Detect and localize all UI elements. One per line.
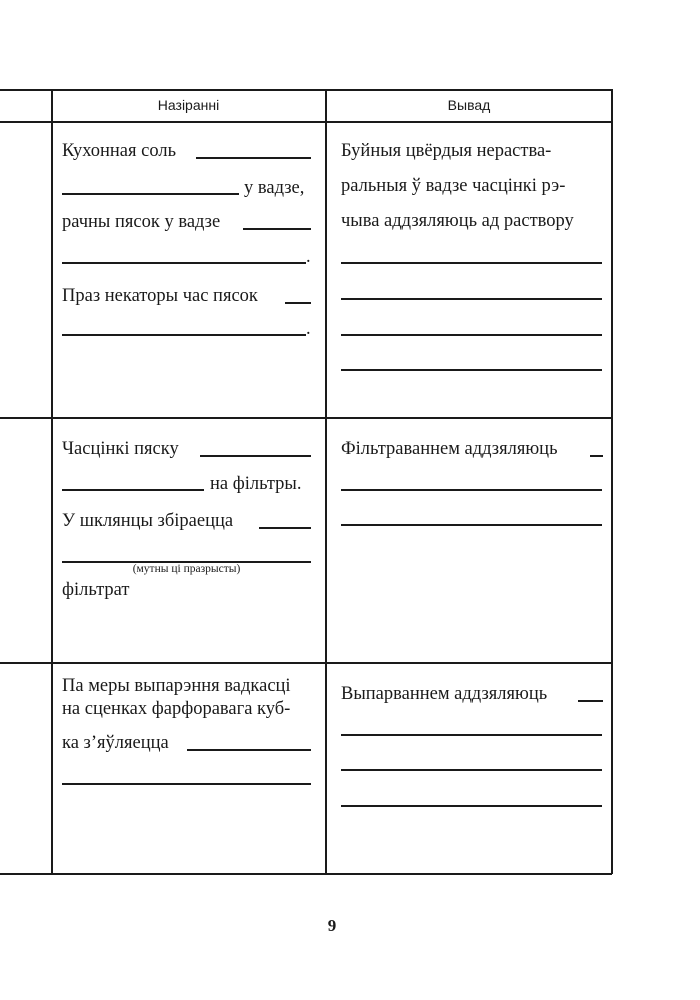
page-number: 9 (327, 916, 337, 935)
row2-hint: (мутны ці празрысты) (132, 563, 241, 575)
row1-concl-blank4[interactable] (341, 369, 602, 371)
row1-blank2[interactable] (62, 193, 239, 195)
row1-blank3[interactable] (243, 228, 311, 230)
row1-concl-blank1[interactable] (341, 262, 602, 264)
row3-concl-blank1[interactable] (341, 734, 602, 736)
row3-obs-line3 (62, 726, 169, 761)
row1-obs-text4: . (306, 247, 311, 267)
row1-obs-line3 (62, 205, 220, 240)
header-conclusion: Вывад (447, 97, 491, 113)
row2-obs-line3 (62, 504, 233, 539)
row2-blank2[interactable] (62, 489, 204, 491)
header-observations: Назіранні (157, 97, 220, 113)
row1-bottom-border (0, 417, 612, 419)
row2-concl-text1: Фільтраваннем аддзяляюць (341, 439, 558, 459)
row3-concl-blank2[interactable] (341, 769, 602, 771)
row3-concl-blank0[interactable] (578, 700, 603, 702)
row2-blank1[interactable] (200, 455, 311, 457)
row2-concl-blank0[interactable] (590, 455, 603, 457)
row3-concl-text1: Выпарваннем аддзяляюць (341, 684, 548, 704)
column-divider-2 (325, 89, 327, 874)
table-bottom-border (0, 873, 612, 875)
row1-obs-text6: . (306, 319, 311, 339)
row2-obs-text2: на фільтры. (210, 474, 302, 494)
row1-concl-line1 (341, 134, 551, 169)
row1-obs-line5 (62, 279, 258, 314)
row2-bottom-border (0, 662, 612, 664)
row1-concl-blank3[interactable] (341, 334, 602, 336)
row2-concl-blank2[interactable] (341, 524, 602, 526)
row1-concl-text1: Буйныя цвёрдыя нераства- (341, 141, 552, 161)
row1-obs-text1: Кухонная соль (62, 141, 177, 161)
row2-obs-line1 (62, 432, 179, 467)
row2-obs-line2 (210, 467, 301, 502)
row3-obs-text1: Па меры выпарэння вадкасці (62, 676, 291, 696)
row3-blank2[interactable] (62, 783, 311, 785)
row1-blank4[interactable] (62, 262, 306, 264)
row1-obs-text2: у вадзе, (244, 178, 305, 198)
row1-blank5[interactable] (285, 302, 311, 304)
row3-blank1[interactable] (187, 749, 311, 751)
row3-obs-line2 (62, 692, 290, 727)
row1-concl-text2: ральныя ў вадзе часцінкі рэ- (341, 176, 566, 196)
table-right-border (611, 89, 613, 874)
row1-obs-text5: Праз некаторы час пясок (62, 286, 258, 306)
row2-concl-line1 (341, 432, 558, 467)
row1-concl-text3: чыва аддзяляюць ад раствору (341, 211, 574, 231)
row3-obs-text2: на сценках фарфоравага куб- (62, 699, 291, 719)
row1-blank1[interactable] (196, 157, 311, 159)
row1-concl-blank2[interactable] (341, 298, 602, 300)
row1-concl-line3 (341, 204, 574, 239)
row1-obs-line6 (306, 312, 311, 347)
row2-obs-text1: Часцінкі пяску (62, 439, 179, 459)
row2-concl-blank1[interactable] (341, 489, 602, 491)
row1-obs-text3: рачны пясок у вадзе (62, 212, 221, 232)
row1-obs-line1 (62, 134, 176, 169)
row2-obs-line5 (62, 573, 129, 608)
row2-obs-text5: фільтрат (62, 580, 130, 600)
row3-concl-blank3[interactable] (341, 805, 602, 807)
row1-concl-line2 (341, 169, 565, 204)
row2-obs-text3: У шклянцы збіраецца (62, 511, 234, 531)
column-divider-1 (51, 89, 53, 874)
row3-concl-line1 (341, 677, 547, 712)
row1-blank6[interactable] (62, 334, 306, 336)
row3-obs-text3: ка з’яўляецца (62, 733, 169, 753)
row1-obs-line2 (244, 171, 304, 206)
row2-blank3[interactable] (259, 527, 311, 529)
row1-obs-line4 (306, 240, 311, 275)
